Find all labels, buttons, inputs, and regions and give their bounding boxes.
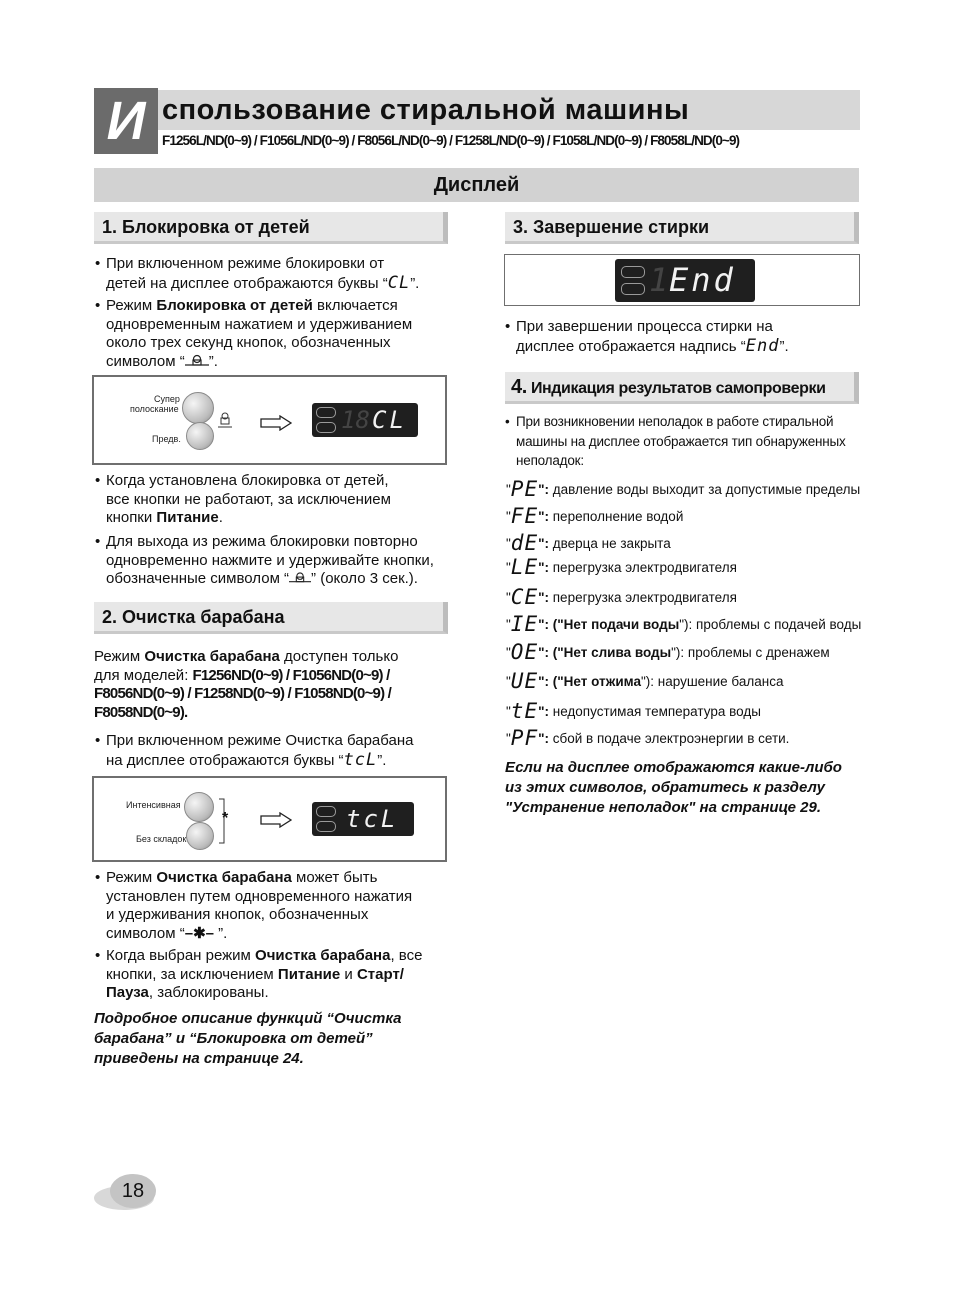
self-test-note: Если на дисплее отображаются какие-либо из этих символов, обратитесь к разделу "Устранение неполадок" на странице 29. xyxy=(505,759,842,816)
page-number: 18 xyxy=(110,1174,156,1208)
no-crease-button[interactable] xyxy=(186,822,214,850)
title-initial-letter: И xyxy=(94,88,158,154)
drum-clean-intro: Режим Очистка барабана доступен только для моделей: F1256ND(0~9) / F1056ND(0~9) / F8056ND(0~9) / F1258ND(0~9) / F1058ND(0~9) / F8058ND(0~9). xyxy=(94,648,399,721)
drum-clean-figure xyxy=(92,776,447,862)
error-code: CE xyxy=(510,585,539,609)
error-code-row: "tE": недопустимая температура воды xyxy=(506,699,761,723)
error-code-row: "FE": переполнение водой xyxy=(506,504,684,528)
play-pause-indicator-icon xyxy=(316,422,336,433)
child-lock-bullet-4: • Для выхода из режима блокировки повторно одновременно нажмите и удерживайте кнопки, обозначенные символом “ ” (около 3 сек.). xyxy=(95,533,434,587)
display-digits: tcL xyxy=(346,805,399,833)
arrow-right-icon xyxy=(260,415,292,431)
display-dim-digits: 1 xyxy=(649,261,669,299)
wash-end-bullet: • При завершении процесса стирки на дисплее отображается надпись “End”. xyxy=(505,318,789,356)
drum-clean-symbol: –✱– xyxy=(184,924,215,942)
drum-clean-bullet-1: • При включенном режиме Очистка барабана на дисплее отображаются буквы “tcL”. xyxy=(95,732,414,770)
child-lock-indicator-icon xyxy=(316,806,336,817)
drum-clean-note: Подробное описание функций “Очистка барабана” и “Блокировка от детей” приведены на странице 24. xyxy=(94,1010,402,1067)
error-code-row: "LE": перегрузка электродвигателя xyxy=(506,555,737,579)
child-lock-bullet-3: • Когда установлена блокировка от детей, все кнопки не работают, за исключением кнопки Питание. xyxy=(95,472,391,526)
display-dim-digits: 18 xyxy=(341,406,370,434)
section-title: Дисплей xyxy=(433,174,520,196)
display-panel xyxy=(312,403,418,437)
display-panel xyxy=(615,259,755,302)
error-code: IE xyxy=(510,612,539,636)
rinse-label: полоскание xyxy=(130,404,179,414)
error-code-row: "OE": ("Нет слива воды"): проблемы с дренажем xyxy=(506,640,830,664)
error-code-row: "PF": сбой в подаче электроэнергии в сети. xyxy=(506,726,790,750)
child-lock-indicator-icon xyxy=(621,266,645,278)
heading-wash-end: 3. Завершение стирки xyxy=(505,212,859,244)
child-lock-bullet-1: • При включенном режиме блокировки от детей на дисплее отображаются буквы “CL”. xyxy=(95,255,420,293)
error-code: dE xyxy=(510,531,539,555)
display-digits: CL xyxy=(372,406,407,434)
lock-symbol-icon xyxy=(185,354,209,368)
end-display-figure xyxy=(504,254,860,306)
lock-symbol-icon xyxy=(218,411,232,429)
heading-child-lock: 1. Блокировка от детей xyxy=(94,212,448,244)
heading-self-test: 4. Индикация результатов самопроверки xyxy=(505,372,859,404)
super-rinse-button[interactable] xyxy=(182,392,214,424)
error-code-row: "IE": ("Нет подачи воды"): проблемы с подачей воды xyxy=(506,612,862,636)
error-code: FE xyxy=(510,504,539,528)
error-code-row: "CE": перегрузка электродвигателя xyxy=(506,585,737,609)
drum-clean-bullet-2: • Режим Очистка барабана может быть установлен путем одновременного нажатия и удерживания кнопок, обозначенных символом “–✱– ”. xyxy=(95,869,413,942)
child-lock-indicator-icon xyxy=(316,407,336,418)
no-crease-label: Без складок xyxy=(136,834,187,844)
lock-symbol-icon xyxy=(289,571,311,585)
drum-clean-bullet-3: • Когда выбран режим Очистка барабана, все кнопки, за исключением Питание и Старт/ Пауза, заблокированы. xyxy=(95,947,423,1001)
prewash-button[interactable] xyxy=(186,422,214,450)
display-panel xyxy=(312,802,414,836)
page-title: спользование стиральной машины xyxy=(162,94,690,126)
model-list: F1256L/ND(0~9) / F1056L/ND(0~9) / F8056L/ND(0~9) / F1258L/ND(0~9) / F1058L/ND(0~9) / F8058L/ND(0~9) xyxy=(162,133,740,148)
error-code-row: "PE": давление воды выходит за допустимые пределы xyxy=(506,477,861,501)
error-code: PE xyxy=(510,477,539,501)
arrow-right-icon xyxy=(260,812,292,828)
error-code: LE xyxy=(510,555,539,579)
error-code: tE xyxy=(510,699,539,723)
prewash-label: Предв. xyxy=(152,434,181,444)
intensive-button[interactable] xyxy=(184,792,214,822)
self-test-intro: • При возникновении неполадок в работе стиральной машины на дисплее отображается тип обнаруженных неполадок: xyxy=(505,414,846,468)
drum-clean-star-symbol: * xyxy=(222,810,229,827)
error-code-row: "dE": дверца не закрыта xyxy=(506,531,671,555)
intensive-label: Интенсивная xyxy=(126,800,181,810)
super-rinse-label: Супер xyxy=(154,394,180,404)
error-code: UE xyxy=(510,669,539,693)
child-lock-figure xyxy=(92,375,447,465)
error-code: PF xyxy=(510,726,539,750)
play-pause-indicator-icon xyxy=(316,821,336,832)
child-lock-bullet-2: • Режим Блокировка от детей включается одновременным нажатием и удерживанием около трех секунд кнопок, обозначенных символом “ ”. xyxy=(95,297,413,370)
error-code-row: "UE": ("Нет отжима"): нарушение баланса xyxy=(506,669,784,693)
play-pause-indicator-icon xyxy=(621,283,645,295)
display-digits: End xyxy=(669,261,736,299)
error-code: OE xyxy=(510,640,539,664)
heading-drum-clean: 2. Очистка барабана xyxy=(94,602,448,634)
